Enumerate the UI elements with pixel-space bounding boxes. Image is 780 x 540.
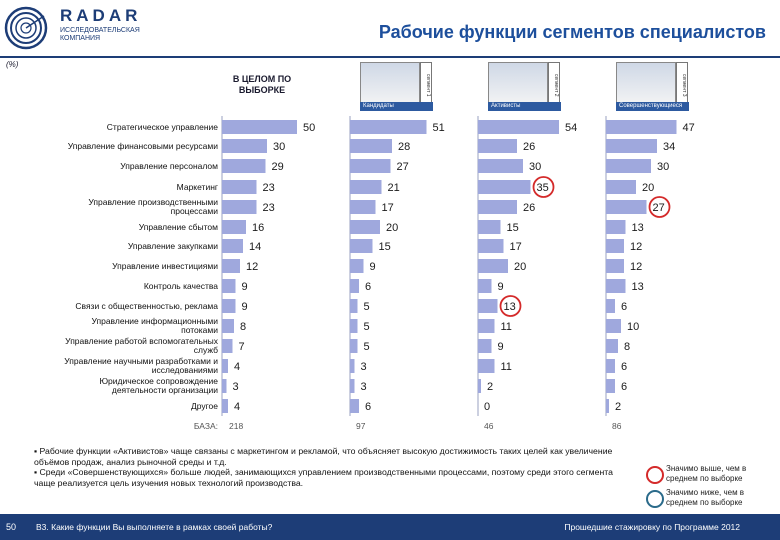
bar-s2-c3 bbox=[478, 180, 531, 194]
value-label-s1-c5: 20 bbox=[386, 222, 399, 234]
bar-s1-c3 bbox=[350, 180, 382, 194]
value-label-s2-c6: 17 bbox=[509, 241, 522, 253]
category-label: Управление персоналом bbox=[120, 160, 218, 171]
value-label-s3-c0: 47 bbox=[682, 122, 695, 134]
page-number: 50 bbox=[6, 522, 17, 532]
bar-s2-c0 bbox=[478, 120, 559, 134]
bar-s2-c1 bbox=[478, 139, 517, 153]
bar-s0-c13 bbox=[222, 379, 227, 393]
category-label: Управление инвестициями bbox=[112, 260, 218, 271]
bar-s3-c12 bbox=[606, 359, 615, 373]
category-label: Маркетинг bbox=[176, 181, 218, 192]
value-label-s3-c3: 20 bbox=[642, 182, 655, 194]
value-label-s1-c8: 6 bbox=[365, 281, 372, 293]
value-label-s3-c1: 34 bbox=[663, 141, 676, 153]
bar-s0-c12 bbox=[222, 359, 228, 373]
bar-s1-c1 bbox=[350, 139, 392, 153]
segment-3-caption: Совершенствующиеся bbox=[616, 102, 689, 111]
bar-s0-c11 bbox=[222, 339, 233, 353]
bar-s2-c7 bbox=[478, 259, 508, 273]
legend-higher-ring-icon bbox=[646, 466, 664, 484]
bar-s1-c14 bbox=[350, 399, 359, 413]
value-label-s1-c10: 5 bbox=[363, 321, 370, 333]
base-label: БАЗА: bbox=[193, 421, 218, 431]
logo-name: RADAR bbox=[60, 6, 142, 25]
bar-s2-c13 bbox=[478, 379, 481, 393]
footnote-activists: ▪ Рабочие функции «Активистов» чаще связаны с маркетингом и рекламой, что объясняет высокую достижимость таких целей как увеличение объёмов продаж, анализ рыночной среды и т.д. bbox=[34, 446, 613, 467]
value-label-s0-c11: 7 bbox=[238, 341, 245, 353]
bar-s3-c8 bbox=[606, 279, 626, 293]
value-label-s1-c11: 5 bbox=[363, 341, 370, 353]
logo-subtitle: ИССЛЕДОВАТЕЛЬСКАЯ КОМПАНИЯ bbox=[60, 27, 140, 42]
segment-2-badge: сегмент 2 bbox=[548, 62, 560, 108]
legend-higher-text: Значимо выше, чем в среднем по выборке bbox=[666, 464, 747, 483]
value-label-s1-c0: 51 bbox=[432, 122, 445, 134]
value-label-s3-c10: 10 bbox=[627, 321, 640, 333]
bar-s3-c3 bbox=[606, 180, 636, 194]
value-label-s0-c8: 9 bbox=[241, 281, 248, 293]
base-value-segment-2: 46 bbox=[484, 421, 494, 431]
segment-3-badge: сегмент 3 bbox=[676, 62, 688, 108]
bar-s1-c4 bbox=[350, 200, 376, 214]
value-label-s2-c7: 20 bbox=[514, 261, 527, 273]
bar-s3-c2 bbox=[606, 159, 651, 173]
value-label-s2-c12: 11 bbox=[500, 361, 512, 373]
value-label-s3-c12: 6 bbox=[621, 361, 628, 373]
value-label-s1-c1: 28 bbox=[398, 141, 411, 153]
value-label-s3-c9: 6 bbox=[621, 301, 628, 313]
survey-question: В3. Какие функции Вы выполняете в рамках своей работы? bbox=[36, 522, 273, 532]
footnotes bbox=[34, 446, 634, 488]
value-label-s2-c1: 26 bbox=[523, 141, 536, 153]
value-label-s1-c9: 5 bbox=[363, 301, 370, 313]
bar-s3-c7 bbox=[606, 259, 624, 273]
value-label-s3-c6: 12 bbox=[630, 241, 643, 253]
bar-s1-c8 bbox=[350, 279, 359, 293]
category-label: Управление закупками bbox=[127, 240, 218, 251]
bar-s0-c3 bbox=[222, 180, 257, 194]
value-label-s0-c0: 50 bbox=[303, 122, 316, 134]
value-label-s2-c10: 11 bbox=[500, 321, 512, 333]
bar-s2-c2 bbox=[478, 159, 523, 173]
category-label: Управление научными разработками и исследованиями bbox=[64, 356, 218, 375]
value-label-s0-c7: 12 bbox=[246, 261, 259, 273]
bar-s2-c10 bbox=[478, 319, 495, 333]
base-value-segment-3: 86 bbox=[612, 421, 622, 431]
bar-s1-c7 bbox=[350, 259, 364, 273]
value-label-s3-c14: 2 bbox=[615, 401, 622, 413]
value-label-s1-c12: 3 bbox=[360, 361, 367, 373]
segment-2-caption: Активисты bbox=[488, 102, 561, 111]
footer-note: Прошедшие стажировку по Программе 2012 bbox=[564, 522, 740, 532]
value-label-s0-c6: 14 bbox=[249, 241, 262, 253]
unit-label: (%) bbox=[6, 60, 19, 69]
bar-s1-c11 bbox=[350, 339, 358, 353]
value-label-s2-c14: 0 bbox=[484, 401, 491, 413]
bar-s2-c9 bbox=[478, 299, 498, 313]
value-label-s1-c3: 21 bbox=[387, 182, 400, 194]
bar-s0-c14 bbox=[222, 399, 228, 413]
value-label-s3-c11: 8 bbox=[624, 341, 631, 353]
value-label-s3-c2: 30 bbox=[657, 161, 670, 173]
value-label-s1-c4: 17 bbox=[381, 202, 394, 214]
bar-s3-c4 bbox=[606, 200, 647, 214]
bar-s1-c0 bbox=[350, 120, 427, 134]
value-label-s0-c4: 23 bbox=[262, 202, 275, 214]
bar-s3-c1 bbox=[606, 139, 657, 153]
base-value-total: 218 bbox=[229, 421, 244, 431]
bar-s1-c5 bbox=[350, 220, 380, 234]
category-label: Контроль качества bbox=[143, 280, 218, 291]
value-label-s1-c13: 3 bbox=[360, 381, 367, 393]
bar-s0-c5 bbox=[222, 220, 246, 234]
bar-s0-c8 bbox=[222, 279, 236, 293]
bar-s1-c13 bbox=[350, 379, 355, 393]
bar-s2-c12 bbox=[478, 359, 495, 373]
value-label-s2-c4: 26 bbox=[523, 202, 536, 214]
total-column-title: В ЦЕЛОМ ПО ВЫБОРКЕ bbox=[232, 74, 292, 95]
bar-s1-c10 bbox=[350, 319, 358, 333]
value-label-s3-c8: 13 bbox=[631, 281, 644, 293]
bar-s1-c12 bbox=[350, 359, 355, 373]
legend-lower-ring-icon bbox=[646, 490, 664, 508]
category-label: Стратегическое управление bbox=[106, 121, 218, 132]
bar-s0-c4 bbox=[222, 200, 257, 214]
bar-s3-c5 bbox=[606, 220, 626, 234]
category-label: Управление финансовыми ресурсами bbox=[67, 140, 218, 151]
value-label-s0-c13: 3 bbox=[232, 381, 239, 393]
bar-s0-c6 bbox=[222, 239, 243, 253]
value-label-s1-c2: 27 bbox=[396, 161, 409, 173]
bar-s0-c1 bbox=[222, 139, 267, 153]
bar-s3-c13 bbox=[606, 379, 615, 393]
bar-s2-c4 bbox=[478, 200, 517, 214]
bar-s3-c0 bbox=[606, 120, 677, 134]
value-label-s3-c7: 12 bbox=[630, 261, 643, 273]
category-label: Другое bbox=[190, 400, 218, 411]
value-label-s1-c7: 9 bbox=[369, 261, 376, 273]
value-label-s2-c9: 13 bbox=[503, 301, 516, 313]
footnote-improvers: ▪ Среди «Совершенствующихся» больше людей, занимающихся управлением производственными процессами, поэтому среди этого сегмента чаще реализуется цель изучения новых технологий производства. bbox=[34, 467, 613, 488]
bar-s0-c2 bbox=[222, 159, 266, 173]
legend-lower-text: Значимо ниже, чем в среднем по выборке bbox=[666, 488, 745, 507]
value-label-s2-c0: 54 bbox=[565, 122, 578, 134]
base-value-segment-1: 97 bbox=[356, 421, 366, 431]
category-label: Управление информационными потоками bbox=[91, 316, 218, 335]
bar-s1-c2 bbox=[350, 159, 391, 173]
bar-s3-c10 bbox=[606, 319, 621, 333]
bar-s0-c9 bbox=[222, 299, 236, 313]
bar-s3-c14 bbox=[606, 399, 609, 413]
bar-s0-c0 bbox=[222, 120, 297, 134]
value-label-s0-c14: 4 bbox=[234, 401, 241, 413]
bar-s1-c6 bbox=[350, 239, 373, 253]
value-label-s3-c4: 27 bbox=[652, 202, 665, 214]
value-label-s2-c8: 9 bbox=[497, 281, 504, 293]
value-label-s0-c10: 8 bbox=[240, 321, 247, 333]
bar-s3-c6 bbox=[606, 239, 624, 253]
value-label-s3-c5: 13 bbox=[631, 222, 644, 234]
bar-s2-c8 bbox=[478, 279, 492, 293]
value-label-s2-c5: 15 bbox=[506, 222, 519, 234]
bar-s0-c7 bbox=[222, 259, 240, 273]
value-label-s2-c2: 30 bbox=[529, 161, 542, 173]
value-label-s0-c12: 4 bbox=[234, 361, 241, 373]
bar-s1-c9 bbox=[350, 299, 358, 313]
value-label-s2-c13: 2 bbox=[487, 381, 494, 393]
bar-s2-c11 bbox=[478, 339, 492, 353]
category-label: Управление сбытом bbox=[138, 221, 218, 232]
category-label: Связи с общественностью, реклама bbox=[75, 300, 218, 311]
bar-s0-c10 bbox=[222, 319, 234, 333]
value-label-s0-c1: 30 bbox=[273, 141, 286, 153]
bar-s2-c5 bbox=[478, 220, 501, 234]
value-label-s1-c6: 15 bbox=[378, 241, 391, 253]
value-label-s1-c14: 6 bbox=[365, 401, 372, 413]
bar-s3-c11 bbox=[606, 339, 618, 353]
value-label-s0-c9: 9 bbox=[241, 301, 248, 313]
page-title: Рабочие функции сегментов специалистов bbox=[378, 22, 766, 42]
value-label-s0-c2: 29 bbox=[271, 161, 284, 173]
category-label: Юридическое сопровождение деятельности организации bbox=[99, 376, 218, 395]
bar-s2-c6 bbox=[478, 239, 504, 253]
category-label: Управление производственными процессами bbox=[88, 197, 218, 216]
value-label-s2-c11: 9 bbox=[497, 341, 504, 353]
value-label-s3-c13: 6 bbox=[621, 381, 628, 393]
value-label-s2-c3: 35 bbox=[536, 182, 549, 194]
segment-1-caption: Кандидаты bbox=[360, 102, 433, 111]
category-label: Управление работой вспомогательных служб bbox=[65, 336, 218, 355]
value-label-s0-c5: 16 bbox=[252, 222, 265, 234]
segment-1-badge: сегмент 1 bbox=[420, 62, 432, 108]
value-label-s0-c3: 23 bbox=[262, 182, 275, 194]
bar-s3-c9 bbox=[606, 299, 615, 313]
